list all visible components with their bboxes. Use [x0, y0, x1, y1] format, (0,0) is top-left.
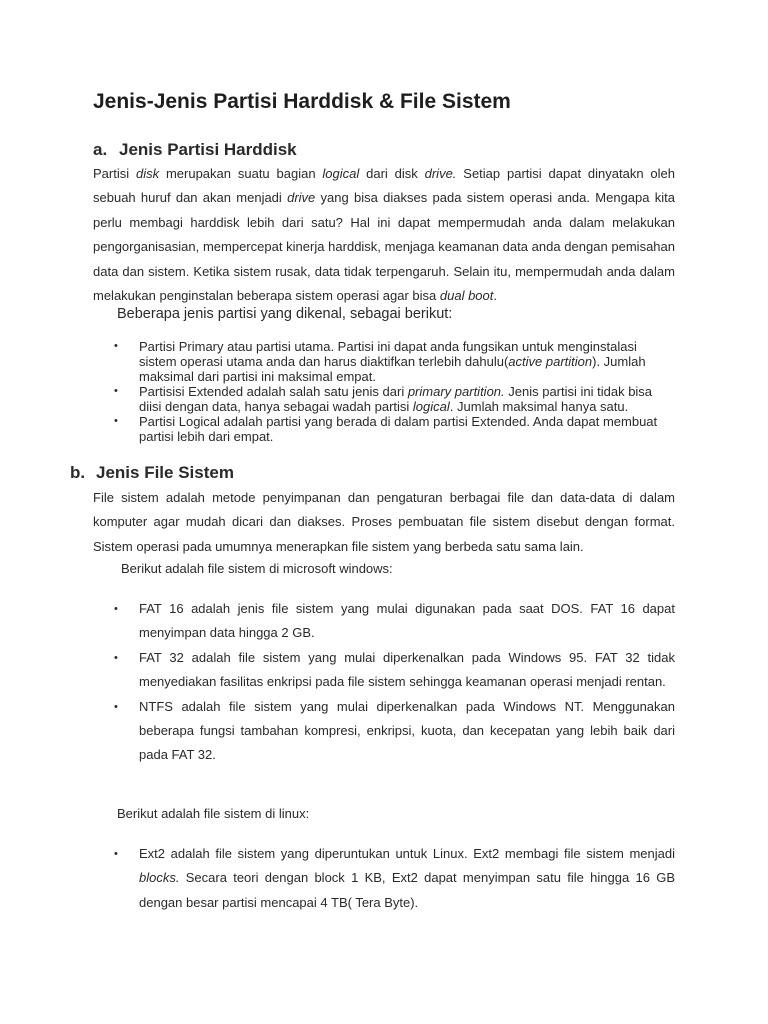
bullet-icon: • [114, 340, 118, 352]
section-a-number: a. [93, 140, 108, 159]
bullet-icon: • [114, 385, 118, 397]
bullet-icon: • [114, 603, 118, 615]
section-b-title: Jenis File Sistem [96, 463, 234, 482]
bullet-icon: • [114, 848, 118, 860]
italic-term: dual boot [439, 288, 494, 304]
bullet-icon: • [114, 700, 118, 713]
italic-term: logical [322, 166, 360, 181]
bullet-icon: • [114, 415, 118, 427]
linux-fs-intro: Berikut adalah file sistem di linux: [117, 806, 310, 821]
section-b-heading [70, 463, 234, 483]
text-run: yang bisa diakses pada sistem operasi anda. Mengapa kita perlu membagi harddisk lebih dari satu? Hal ini dapat mempermudah anda dalam melakukan pengorganisasian, mempercepat kinerja harddisk, menjaga keamanan data anda dengan pemisahan data dan sistem. Ketika sistem rusak, data tidak terpengaruh. Selain itu, mempermudah anda dalam melakukan penginstalan beberapa sistem operasi agar bisa [93, 190, 675, 304]
list-item [114, 597, 675, 646]
section-a-paragraph [93, 162, 675, 308]
partition-types-list [114, 339, 675, 444]
italic-term: blocks. [139, 870, 180, 886]
text-run: Setiap partisi dapat dinyatakn oleh sebuah huruf dan akan menjadi [93, 166, 675, 206]
italic-term: primary partition. [407, 384, 505, 399]
text-run: NTFS adalah file sistem yang mulai diperkenalkan pada Windows NT. Menggunakan beberapa fungsi tambahan kompresi, enkripsi, kuota, dan kecepatan yang lebih baik dari pada FAT 32. [139, 698, 675, 763]
italic-term: disk [135, 166, 160, 181]
italic-term: drive [287, 190, 316, 206]
windows-fs-intro: Berikut adalah file sistem di microsoft windows: [121, 561, 393, 576]
text-run: FAT 32 adalah file sistem yang mulai diperkenalkan pada Windows 95. FAT 32 tidak menyediakan fasilitas enkripsi pada file sistem sehingga keamanan operasi menjadi rentan. [139, 649, 675, 690]
text-run: dari disk [359, 166, 425, 181]
linux-fs-list [114, 842, 675, 915]
list-item [114, 842, 675, 915]
list-item [114, 414, 675, 444]
text-run: . [493, 288, 498, 304]
text-run: Partisi Logical adalah partisi yang berada di dalam partisi Extended. Anda dapat membuat partisi lebih dari empat. [139, 414, 658, 444]
section-b-number: b. [70, 463, 86, 482]
list-item [114, 384, 675, 414]
italic-term: drive. [424, 166, 457, 181]
italic-term: active partition [508, 354, 593, 369]
document-title: Jenis-Jenis Partisi Harddisk & File Sistem [93, 90, 511, 113]
text-run: FAT 16 adalah jenis file sistem yang mulai digunakan pada saat DOS. FAT 16 dapat menyimpan data hingga 2 GB. [139, 601, 675, 641]
bullet-icon: • [114, 651, 118, 664]
text-run: Secara teori dengan block 1 KB, Ext2 dapat menyimpan satu file hingga 16 GB dengan besar partisi mencapai 4 TB( Tera Byte). [139, 870, 675, 910]
text-run: Jenis partisi ini tidak bisa diisi dengan data, hanya sebagai wadah partisi [139, 384, 653, 414]
text-run: Partisi [93, 166, 136, 181]
text-run: Partisi Primary atau partisi utama. Partisi ini dapat anda fungsikan untuk menginstalasi sistem operasi utama anda dan harus diaktifkan terlebih dahulu( [139, 339, 637, 369]
partition-types-intro: Beberapa jenis partisi yang dikenal, sebagai berikut: [117, 306, 453, 322]
section-a-heading [93, 140, 297, 160]
list-item [114, 339, 675, 384]
italic-term: logical [412, 399, 450, 414]
section-b-paragraph: File sistem adalah metode penyimpanan dan pengaturan berbagai file dan data-data di dalam komputer agar mudah dicari dan diakses. Proses pembuatan file sistem disebut dengan format. Sistem operasi pada umumnya menerapkan file sistem yang berbeda satu sama lain. [93, 490, 675, 554]
list-item [114, 695, 675, 768]
section-a-title: Jenis Partisi Harddisk [119, 140, 297, 159]
list-item [114, 646, 675, 695]
text-run: ). Jumlah maksimal dari partisi ini maksimal empat. [139, 354, 646, 384]
text-run: Partisisi Extended adalah salah satu jenis dari [139, 384, 408, 399]
windows-fs-list [114, 597, 675, 768]
text-run: merupakan suatu bagian [159, 166, 323, 181]
text-run: Ext2 adalah file sistem yang diperuntukan untuk Linux. Ext2 membagi file sistem menjadi [139, 846, 675, 861]
text-run: . Jumlah maksimal hanya satu. [449, 399, 629, 414]
